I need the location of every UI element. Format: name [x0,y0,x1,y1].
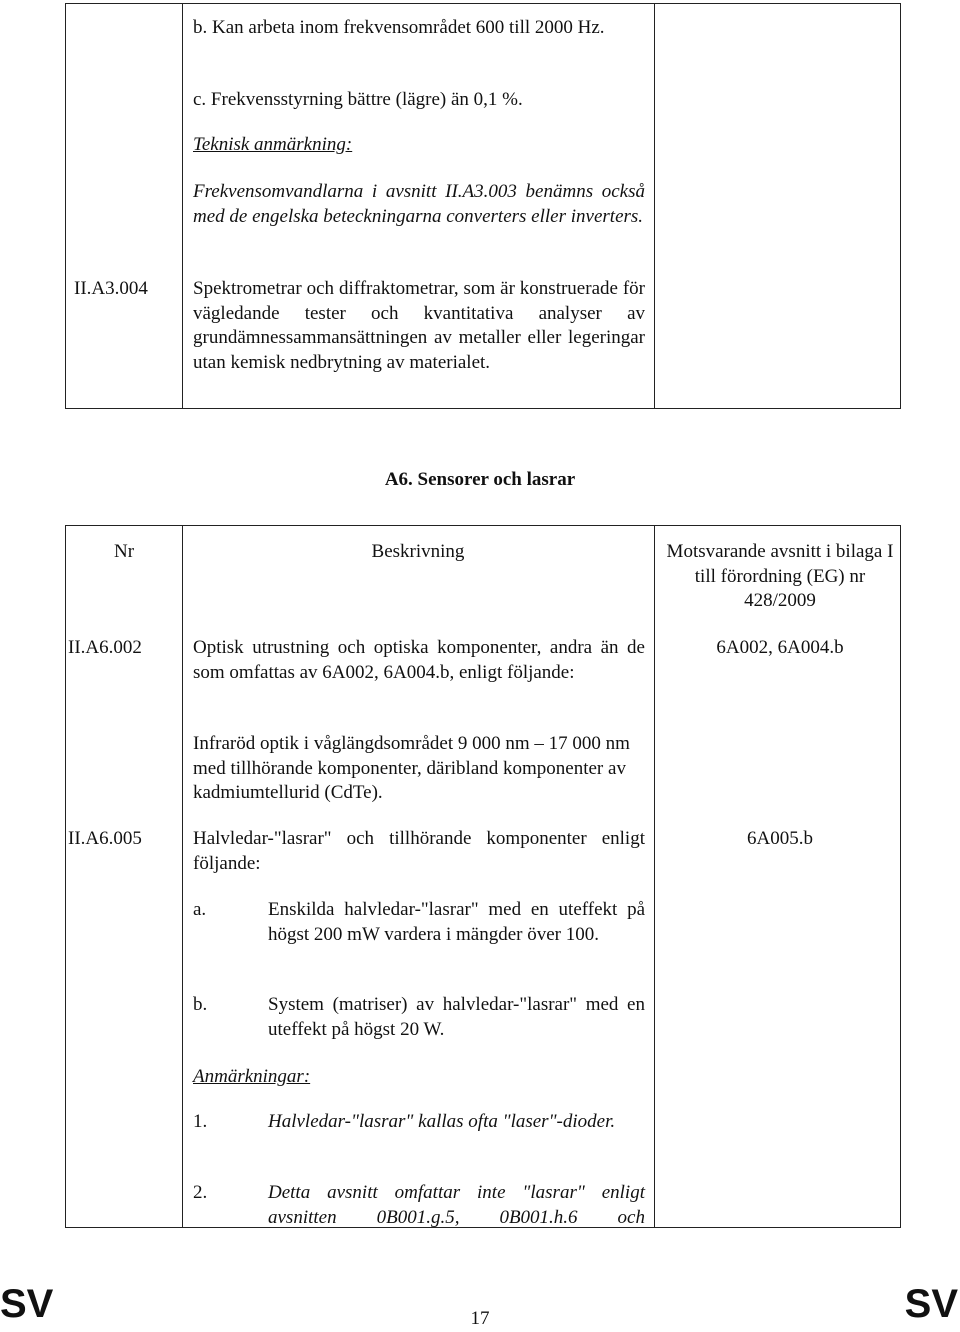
table-sensors-lasers [65,525,901,1228]
row-description: Optisk utrustning och optiska komponenter, andra än de som omfattas av 6A002, 6A004.b, enligt följande: [193,637,645,683]
row-number: II.A6.005 [68,828,142,849]
column-divider [182,526,183,1227]
page-number: 17 [470,1308,490,1329]
column-divider [654,4,655,408]
note-marker: 1. [193,1111,208,1132]
row-sub-description: Infraröd optik i våglängdsområdet 9 000 nm – 17 000 nm med tillhörande komponenter, däribland komponenter av kadmiumtellurid (CdTe). [193,733,630,803]
row-number: II.A3.004 [74,278,148,299]
section-heading: A6. Sensorer och lasrar [384,469,576,490]
footer-language-left: SV [0,1282,54,1326]
item-c-text: c. Frekvensstyrning bättre (lägre) än 0,1 %. [193,89,523,110]
technical-note-label: Teknisk anmärkning: [193,134,353,155]
row-description: Halvledar-"lasrar" och tillhörande komponenter enligt följande: [193,828,645,874]
header-description: Beskrivning [371,541,465,562]
row-equivalent: 6A002, 6A004.b [716,637,844,658]
note-text: Detta avsnitt omfattar inte "lasrar" enligt avsnitten 0B001.g.5, 0B001.h.6 och [268,1182,645,1228]
header-equivalent-section: Motsvarande avsnitt i bilaga I till förordning (EG) nr 428/2009 [666,541,894,611]
note-text: Halvledar-"lasrar" kallas ofta "laser"-dioder. [268,1111,616,1132]
row-equivalent: 6A005.b [747,828,813,849]
column-divider [654,526,655,1227]
item-marker: b. [193,994,208,1015]
footer-language-right: SV [904,1282,958,1326]
item-b-text: b. Kan arbeta inom frekvensområdet 600 till 2000 Hz. [193,17,605,38]
notes-label: Anmärkningar: [193,1066,311,1087]
technical-note-text: Frekvensomvandlarna i avsnitt II.A3.003 benämns också med de engelska beteckningarna converters eller inverters. [193,181,645,227]
note-marker: 2. [193,1182,208,1203]
item-text: Enskilda halvledar-"lasrar" med en uteffekt på högst 200 mW vardera i mängder över 100. [268,899,645,945]
row-description: Spektrometrar och diffraktometrar, som är konstruerade för vägledande tester och kvantitativa analyser av grundämnessammansättningen av metaller eller legeringar utan kemisk nedbrytning av materialet. [193,278,645,373]
list-item [193,16,645,41]
item-marker: a. [193,899,207,920]
table-continued [65,3,901,409]
header-nr: Nr [113,541,135,562]
list-item [193,88,645,113]
column-divider [182,4,183,408]
item-text: System (matriser) av halvledar-"lasrar" med en uteffekt på högst 20 W. [268,994,645,1040]
row-number: II.A6.002 [68,637,142,658]
